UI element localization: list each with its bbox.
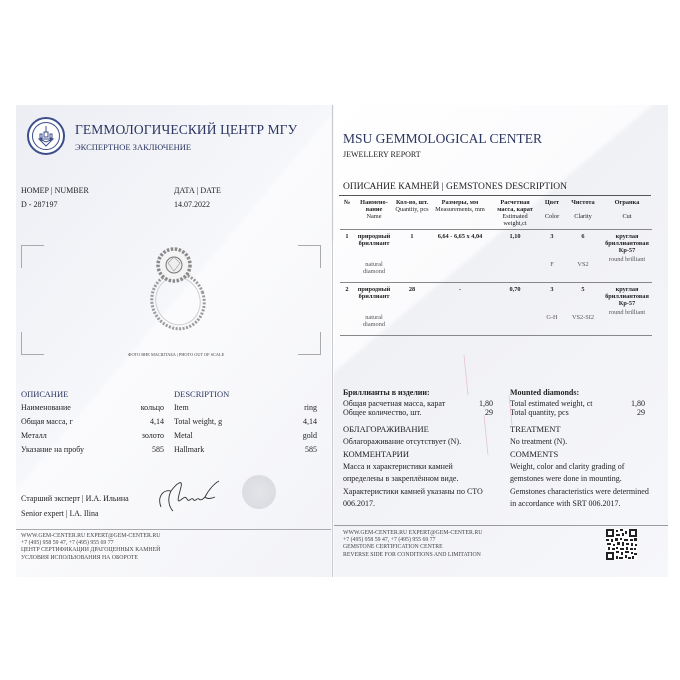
photo-frame-corner — [298, 332, 321, 355]
col-measurements: Размеры, мм Measurements, mm — [435, 199, 485, 213]
desc-row-metal-ru — [21, 431, 164, 440]
desc-value: золото — [141, 431, 164, 440]
date-label: ДАТА | DATE — [174, 186, 221, 195]
ring-photo — [144, 245, 210, 333]
mounted-diamonds-ru: Бриллианты в изделии: Общая расчетная масса, карат 1,80 Общее количество, шт. 29 — [343, 388, 493, 417]
col-color: Цвет Color — [544, 199, 560, 220]
desc-label: Металл — [21, 431, 47, 440]
footer-website: WWW.GEM-CENTER.RU EXPERT@GEM-CENTER.RU — [343, 530, 483, 536]
desc-label: Общая масса, г — [21, 417, 73, 426]
photo-frame-corner — [21, 245, 44, 268]
footer-terms: УСЛОВИЯ ИСПОЛЬЗОВАНИЯ НА ОБОРОТЕ — [21, 554, 139, 561]
table-header-row — [340, 198, 652, 230]
desc-label: Указание на пробу — [21, 445, 84, 454]
expert-name-en: Senior expert | I.A. Ilina — [21, 509, 99, 518]
comments-heading-en: COMMENTS — [510, 449, 559, 459]
footer-divider — [334, 525, 668, 526]
number-label: НОМЕР | NUMBER — [21, 186, 89, 195]
col-clarity: Чистота Clarity — [571, 199, 595, 220]
desc-row-weight-en — [174, 417, 317, 426]
desc-row-item-en — [174, 403, 317, 412]
col-name: Наимено-вание Name — [360, 199, 388, 220]
report-subtitle-ru: ЭКСПЕРТНОЕ ЗАКЛЮЧЕНИЕ — [75, 142, 192, 152]
photo-caption: ФОТО ВНЕ МАСШТАБА | PHOTO OUT OF SCALE — [128, 352, 225, 357]
table-row-stone-1: 1 природный бриллиант natural diamond 1 6,64 - 6,65 x 4,04 1,10 3 F 6 VS2 круглая бриллиантовая Кр-57 round brilliant — [345, 233, 649, 275]
number-value: D - 287197 — [21, 200, 58, 209]
desc-label: Total weight, g — [174, 417, 223, 426]
report-subtitle-en: JEWELLERY REPORT — [343, 150, 421, 159]
gemstones-heading-line — [339, 195, 651, 196]
desc-label: Hallmark — [174, 445, 205, 454]
center-fold — [332, 105, 333, 577]
gemstones-heading: ОПИСАНИЕ КАМНЕЙ | GEMSTONES DESCRIPTION — [343, 182, 567, 192]
photo-frame-corner — [298, 245, 321, 268]
footer-org-name: ЦЕНТР СЕРТИФИКАЦИИ ДРАГОЦЕННЫХ КАМНЕЙ — [21, 547, 161, 554]
msu-gem-center-logo-icon — [27, 117, 65, 155]
center-title-en: MSU GEMMOLOGICAL CENTER — [343, 131, 542, 146]
treatment-heading-ru: ОБЛАГОРАЖИВАНИЕ — [343, 424, 429, 434]
right-panel-english — [334, 105, 668, 577]
footer-divider — [16, 529, 331, 530]
col-quantity: Кол-во, шт. Quantity, pcs — [395, 199, 429, 213]
watermark-mark — [454, 335, 534, 485]
desc-label: Наименование — [21, 403, 71, 412]
signature — [149, 477, 229, 517]
desc-row-hallmark-en — [174, 445, 317, 454]
desc-value: ring — [304, 403, 317, 412]
desc-row-weight-ru — [21, 417, 164, 426]
description-heading-ru: ОПИСАНИЕ — [21, 389, 69, 399]
footer-contacts-ru — [21, 533, 160, 562]
expert-name-ru: Старший эксперт | И.А. Ильина — [21, 494, 129, 503]
left-panel-russian — [16, 105, 331, 577]
photo-frame-corner — [21, 332, 44, 355]
comments-text-ru: Масса и характеристики камней определены в закреплённом виде. Характеристики камней указаны по СТО 006.2017. — [343, 461, 483, 508]
desc-value: gold — [302, 431, 317, 440]
date-value: 14.07.2022 — [174, 200, 210, 209]
certificate-document — [16, 105, 668, 577]
footer-org-name: GEMSTONE CERTIFICATION CENTRE — [343, 544, 443, 551]
desc-value: 585 — [305, 445, 317, 454]
col-weight: Расчетная масса, карат Estimated weight,ct — [497, 199, 533, 227]
desc-label: Item — [174, 403, 189, 412]
footer-website: WWW.GEM-CENTER.RU EXPERT@GEM-CENTER.RU — [21, 533, 161, 539]
treatment-text-en: No treatment (N). — [510, 436, 568, 446]
desc-row-hallmark-ru — [21, 445, 164, 454]
footer-phones: +7 (495) 958 59 47, +7 (495) 955 69 77 — [343, 537, 436, 544]
comments-text-en: Weight, color and clarity grading of gemstones were done in mounting. Gemstones characteristics were determined in accordance with SRT 006.2017. — [510, 461, 649, 508]
desc-row-metal-en — [174, 431, 317, 440]
description-heading-en: DESCRIPTION — [174, 389, 230, 399]
desc-value: 4,14 — [303, 417, 317, 426]
treatment-text-ru: Облагораживание отсутствует (N). — [343, 436, 462, 446]
comments-heading-ru: КОММЕНТАРИИ — [343, 449, 409, 459]
desc-value: кольцо — [140, 403, 164, 412]
col-no: № — [343, 199, 351, 206]
hologram-seal-icon — [242, 475, 276, 509]
desc-row-item-ru — [21, 403, 164, 412]
desc-value: 4,14 — [150, 417, 164, 426]
desc-value: 585 — [152, 445, 164, 454]
footer-phones: +7 (495) 958 59 47, +7 (495) 955 69 77 — [21, 540, 114, 547]
table-row-stone-2: 2 природный бриллиант natural diamond 28 - 0,70 3 G-H 5 VS2-SI2 круглая бриллиантовая Кр-57 round brilliant — [345, 286, 649, 328]
col-cut: Огранка Cut — [614, 199, 640, 220]
footer-contacts-en — [343, 530, 482, 559]
desc-label: Metal — [174, 431, 193, 440]
mounted-diamonds-en: Mounted diamonds: Total estimated weight, ct 1,80 Total quantity, pcs 29 — [510, 388, 645, 417]
qr-code-icon — [606, 529, 637, 560]
center-title-ru: ГЕММОЛОГИЧЕСКИЙ ЦЕНТР МГУ — [75, 122, 298, 137]
footer-terms: REVERSE SIDE FOR CONDITIONS AND LIMITATION — [343, 551, 481, 558]
treatment-heading-en: TREATMENT — [510, 424, 561, 434]
gemstones-table — [340, 198, 652, 338]
